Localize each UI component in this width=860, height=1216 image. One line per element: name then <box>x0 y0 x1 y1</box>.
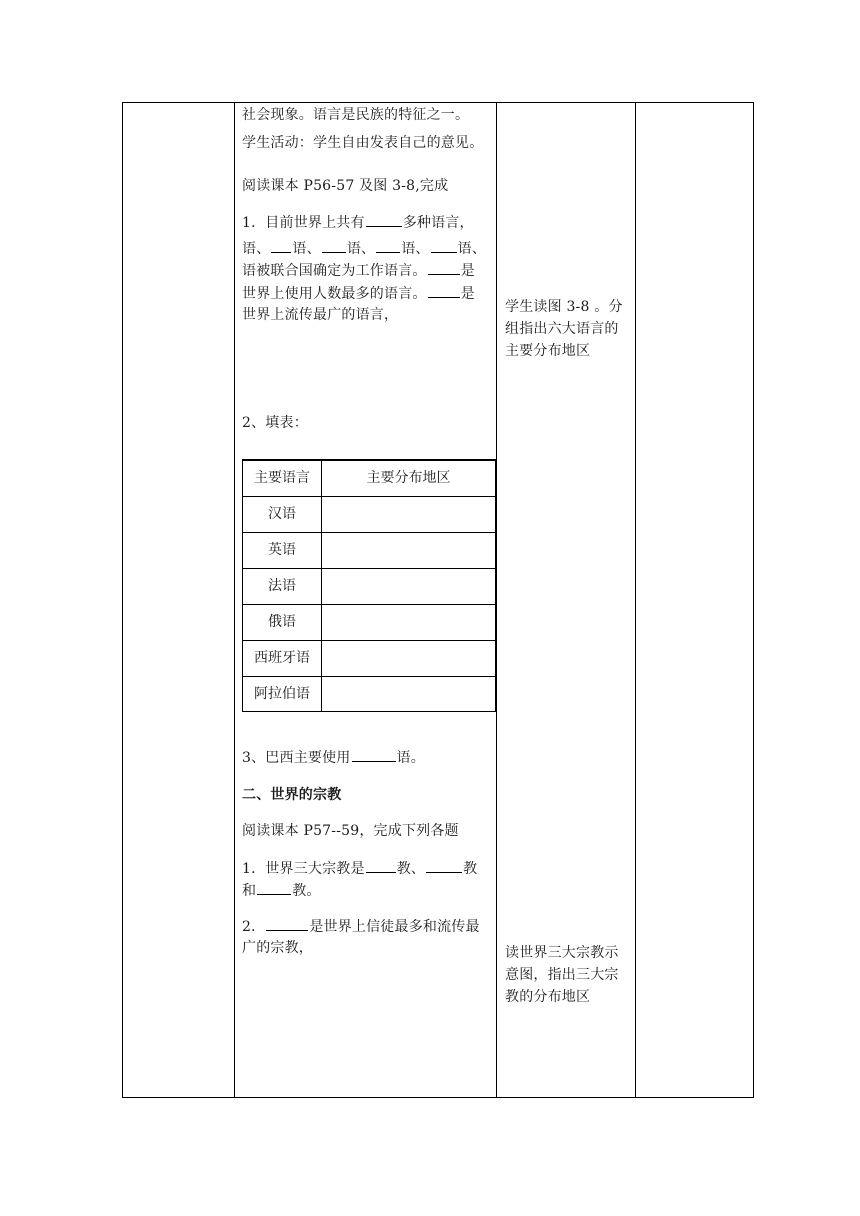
language-cell: 西班牙语 <box>254 650 310 666</box>
question-1-line4: 世界上使用人数最多的语言。 是 <box>242 283 475 304</box>
student-activity: 学生读图 3-8 。分 <box>505 299 623 315</box>
language-cell: 法语 <box>268 578 296 594</box>
blank[interactable] <box>366 212 402 227</box>
student-activity: 意图，指出三大宗 <box>505 967 619 983</box>
blank[interactable] <box>352 747 396 762</box>
table-row <box>243 604 495 641</box>
table-row <box>243 568 495 605</box>
fill-in-table <box>242 459 496 712</box>
header-area: 主要分布地区 <box>366 470 451 486</box>
religion-question-1: 1．世界三大宗教是 教、 教 <box>242 858 477 879</box>
text-line: 社会现象。语言是民族的特征之一。 <box>242 107 470 123</box>
religion-question-2: 2． 是世界上信徒最多和流传最 <box>242 916 480 937</box>
blank[interactable] <box>428 283 460 298</box>
reading-instruction: 阅读课本 P56-57 及图 3-8,完成 <box>242 178 449 194</box>
religion-question-1-line2: 和 教。 <box>242 880 321 901</box>
text-line: 学生活动：学生自由发表自己的意见。 <box>242 135 484 151</box>
table-row <box>243 496 495 533</box>
table-header-row <box>243 460 495 497</box>
language-cell: 汉语 <box>268 506 296 522</box>
question-1: 1．目前世界上共有 多种语言， <box>242 212 474 233</box>
header-language: 主要语言 <box>254 470 310 486</box>
student-activity: 读世界三大宗教示 <box>505 945 619 961</box>
student-activity: 主要分布地区 <box>505 343 591 359</box>
blank[interactable] <box>366 858 396 873</box>
column-divider <box>496 103 497 1097</box>
question-3: 3、巴西主要使用 语。 <box>242 747 425 768</box>
question-2: 2、填表： <box>242 415 308 431</box>
religion-question-2-line2: 广的宗教， <box>242 940 313 956</box>
language-cell: 阿拉伯语 <box>254 686 310 702</box>
table-row <box>243 676 495 713</box>
student-activity: 教的分布地区 <box>505 989 591 1005</box>
blank[interactable] <box>271 238 291 253</box>
table-row <box>243 640 495 677</box>
column-divider <box>635 103 636 1097</box>
column-divider <box>234 103 235 1097</box>
blank[interactable] <box>322 238 346 253</box>
question-1-line5: 世界上流传最广的语言， <box>242 307 399 323</box>
table-row <box>243 532 495 569</box>
language-cell: 俄语 <box>268 614 296 630</box>
question-1-line2: 语、 语、 语、 语、 语、 <box>242 238 486 259</box>
blank[interactable] <box>257 880 291 895</box>
student-activity: 组指出六大语言的 <box>505 321 619 337</box>
section-heading: 二、世界的宗教 <box>242 787 342 803</box>
blank[interactable] <box>431 238 457 253</box>
reading-instruction: 阅读课本 P57--59，完成下列各题 <box>242 823 459 839</box>
blank[interactable] <box>428 260 460 275</box>
question-1-line3: 语被联合国确定为工作语言。 是 <box>242 260 475 281</box>
blank[interactable] <box>426 858 462 873</box>
language-cell: 英语 <box>268 542 296 558</box>
blank[interactable] <box>266 916 308 931</box>
blank[interactable] <box>376 238 400 253</box>
